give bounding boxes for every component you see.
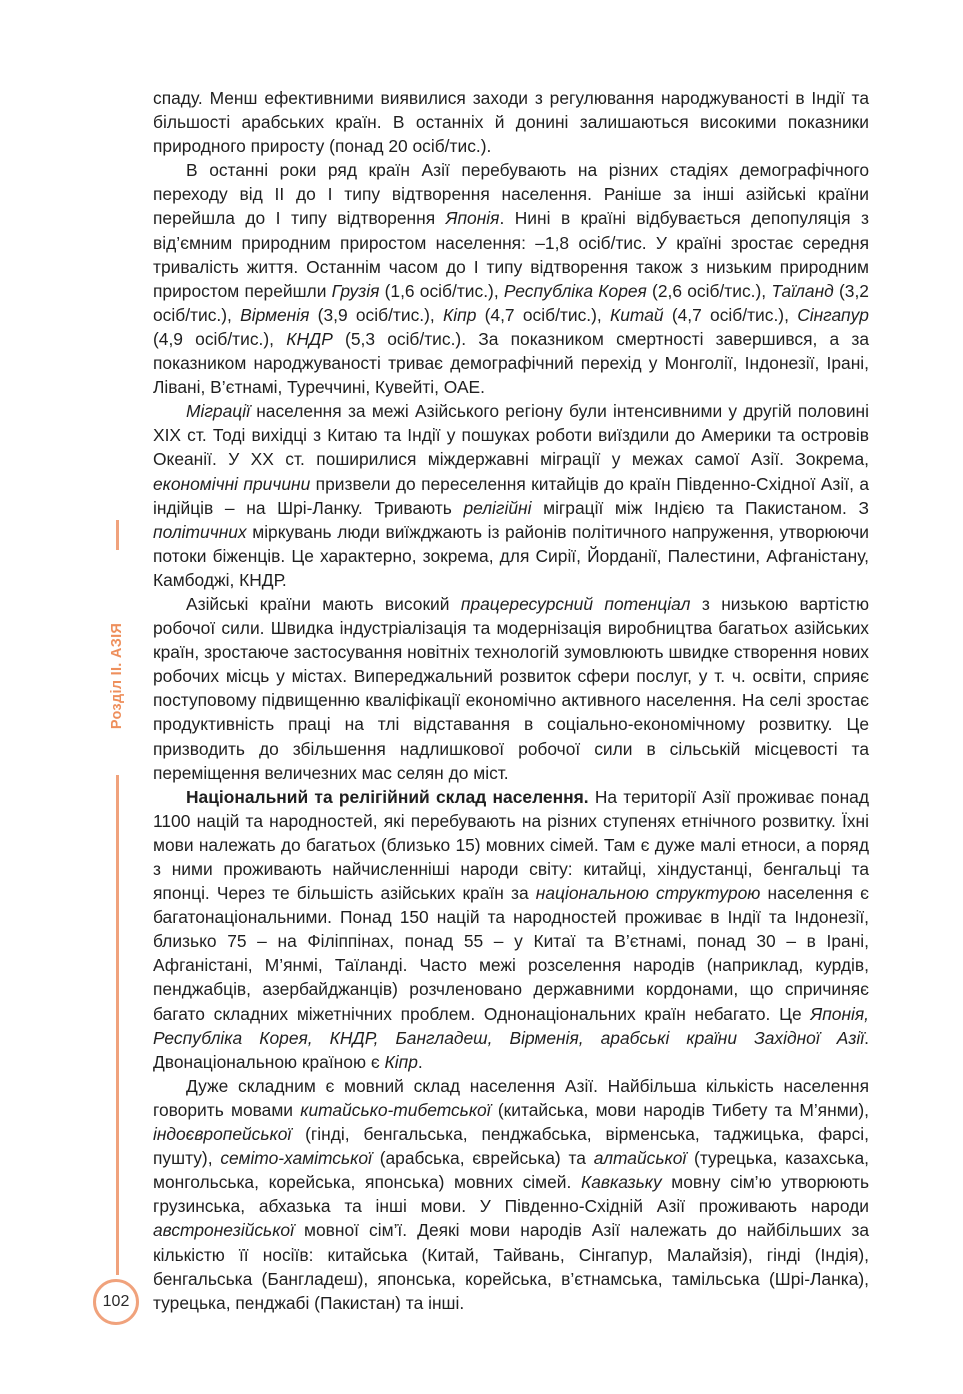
paragraph <box>153 592 869 785</box>
paragraph-text: . Двонаціональною країною є <box>153 1027 869 1072</box>
paragraph-text: . <box>417 1051 423 1072</box>
sidebar-rule-top <box>116 520 119 550</box>
italic-text: КНДР <box>286 328 333 349</box>
paragraph-text: мовної сім’ї. Деякі мови народів Азії належать до найбільших за кількістю її носіїв: китайська (Китай, Тайвань, Сінгапур, Малайзія), гінді (Індія), бенгальська (Бангладеш), японська, корейська, в’єтнамська, тамільська (Шрі-Ланка), турецька, пенджабі (Пакистан) та інші. <box>153 1220 869 1313</box>
paragraph-text: спаду. Менш ефективними виявилися заходи з регулювання народжуваності в Індії та більшості арабських країн. В останніх й донині залишаються високими показники природного приросту (понад 20 осіб/тис.). <box>153 88 869 157</box>
italic-text: Японія, Республіка Корея, КНДР, Бангладеш, Вірменія, арабські країни Західної Азії <box>153 1003 869 1048</box>
body-text <box>153 86 869 1315</box>
paragraph <box>153 399 869 592</box>
italic-text: Японія <box>445 208 500 229</box>
paragraph-text: населення за межі Азійського регіону були інтенсивними у другій половині ХІХ ст. Тоді вихідці з Китаю та Індії у пошуках роботи виїздили до Америки та островів Океанії. У ХХ ст. поширилися міждержавні міграції у межах самої Азії. Зокрема, <box>153 401 869 470</box>
italic-text: Сінгапур <box>797 304 869 325</box>
paragraph-text: В останні роки ряд країн Азії перебувають на різних стадіях демографічного переходу від ІІ до І типу відтворення населення. Раніше за інші азійські країни перейшла до І типу відтворення <box>153 160 869 229</box>
paragraph <box>153 86 869 158</box>
paragraph-text: мовну сім’ю утворюють грузинська, абхазька та інші мови. У Південно-Східній Азії проживають народи <box>153 1172 870 1217</box>
italic-text: Республіка Корея <box>503 280 647 301</box>
paragraph-text: Азійські країни мають високий <box>186 593 461 614</box>
italic-text: Таїланд <box>771 280 834 301</box>
paragraph <box>153 785 869 1074</box>
page-number: 102 <box>102 1293 130 1310</box>
paragraph-text: На території Азії проживає понад 1100 націй та народностей, які перебувають на різних ступенях етнічного розвитку. Їхні мови належать до багатьох (близько 15) мовних сімей. Там є дуже малі етноси, а поряд з ними проживають найчисленніші народи світу: китайці, хіндустанці, бенгальці та японці. Через те більшість азійських країн за <box>153 786 869 904</box>
paragraph-text: (3,2 осіб/тис.), <box>153 280 869 325</box>
paragraph-text: (4,9 осіб/тис.), <box>153 328 287 349</box>
paragraph-text: (1,6 осіб/тис.), <box>379 280 504 301</box>
italic-text: Китай <box>610 304 664 325</box>
bold-heading-text: Національний та релігійний склад населення. <box>186 786 589 807</box>
paragraph-text: міграції між Індією та Пакистаном. З <box>531 497 870 518</box>
italic-text: Грузія <box>331 280 380 301</box>
italic-text: працересурсний потенціал <box>460 593 691 614</box>
paragraph-text: Дуже складним є мовний склад населення Азії. Найбільша кількість населення говорить мовами <box>153 1075 869 1120</box>
italic-text: економічні причини <box>153 473 311 494</box>
paragraph <box>153 158 869 399</box>
italic-text: семіто-хамітської <box>220 1148 372 1169</box>
italic-text: Міграції <box>186 401 250 422</box>
italic-text: Кіпр <box>384 1051 418 1072</box>
italic-text: Кіпр <box>443 304 477 325</box>
paragraph-text: міркувань люди виїжджають із районів політичного напруження, утворюючи потоки біженців. Це характерно, зокрема, для Сирії, Йорданії, Палестини, Афганістану, Камбоджі, КНДР. <box>153 521 869 590</box>
paragraph-text: (4,7 осіб/тис.), <box>476 304 610 325</box>
paragraph <box>153 1074 869 1315</box>
paragraph-text: з низькою вартістю робочої сили. Швидка індустріалізація та модернізація виробництва багатьох азійських країн, зростаюче застосування новітніх технологій зумовлюють швидке створення нових робочих місць у містах. Випереджальний розвиток сфери послуг, у т. ч. освіти, сприяє поступовому підвищенню кваліфікації економічно активного населення. На селі зростає продуктивність праці на тлі відставання в соціально-економічному розвитку. Це призводить до збільшення надлишкової робочої сили в сільській місцевості та переміщення величезних мас селян до міст. <box>153 593 869 783</box>
italic-text: Вірменія <box>240 304 310 325</box>
paragraph-text: (китайська, мови народів Тибету та М’янми), <box>490 1099 869 1120</box>
paragraph-text: . Нині в країні відбувається депопуляція з від’ємним природним приростом населення: –1,8 осіб/тис. У країні зростає середня тривалість життя. Останнім часом до І типу відтворення також з низьким природним приростом перейшли <box>153 208 869 301</box>
paragraph-text: (3,9 осіб/тис.), <box>309 304 444 325</box>
section-label-text: Розділ ІІ. АЗІЯ <box>109 622 125 730</box>
page-number-badge <box>93 1279 139 1325</box>
italic-text: релігійні <box>463 497 532 518</box>
paragraph-text: (арабська, єврейська) та <box>371 1148 594 1169</box>
paragraph-text: (турецька, казахська, монгольська, корейська, японська) мовних сімей. <box>153 1148 869 1193</box>
paragraph-text: призвели до переселення китайців до країн Південно-Східної Азії, а індійців – на Шрі-Ланку. Тривають <box>153 473 869 518</box>
italic-text: національною структурою <box>535 883 761 904</box>
italic-text: китайсько-тибетської <box>300 1099 491 1120</box>
paragraph-text: (4,7 осіб/тис.), <box>663 304 798 325</box>
paragraph-text: (5,3 осіб/тис.). За показником смертності завершився, а за показником народжуваності триває демографічний перехід у Монголії, Індонезії, Ірані, Лівані, В’єтнамі, Туреччині, Кувейті, ОАЕ. <box>153 328 870 398</box>
paragraph-text: (2,6 осіб/тис.), <box>646 280 772 301</box>
italic-text: політичних <box>153 521 247 542</box>
italic-text: Кавказьку <box>581 1172 662 1193</box>
paragraph-text: населення є багатонаціональними. Понад 150 націй та народностей проживає в Індії та Індонезії, близько 75 – на Філіппінах, понад 55 – у Китаї та В’єтнамі, понад 30 – в Ірані, Афганістані, М’янмі, Таїланді. Часто межі розселення народів (наприклад, курдів, пенджабців, азербайджанців) розчленовано державними кордонами, що спричиняє багато складних міжетнічних проблем. Однонаціональних країн небагато. Це <box>153 883 869 1024</box>
section-label <box>94 601 140 751</box>
paragraph-text: (гінді, бенгальська, пенджабська, вірменська, таджицька, фарсі, пушту), <box>153 1124 869 1169</box>
italic-text: австронезійської <box>153 1220 294 1241</box>
italic-text: індоєвропейської <box>153 1124 292 1145</box>
italic-text: алтайської <box>593 1148 687 1169</box>
sidebar-rule-bottom <box>116 775 119 1275</box>
